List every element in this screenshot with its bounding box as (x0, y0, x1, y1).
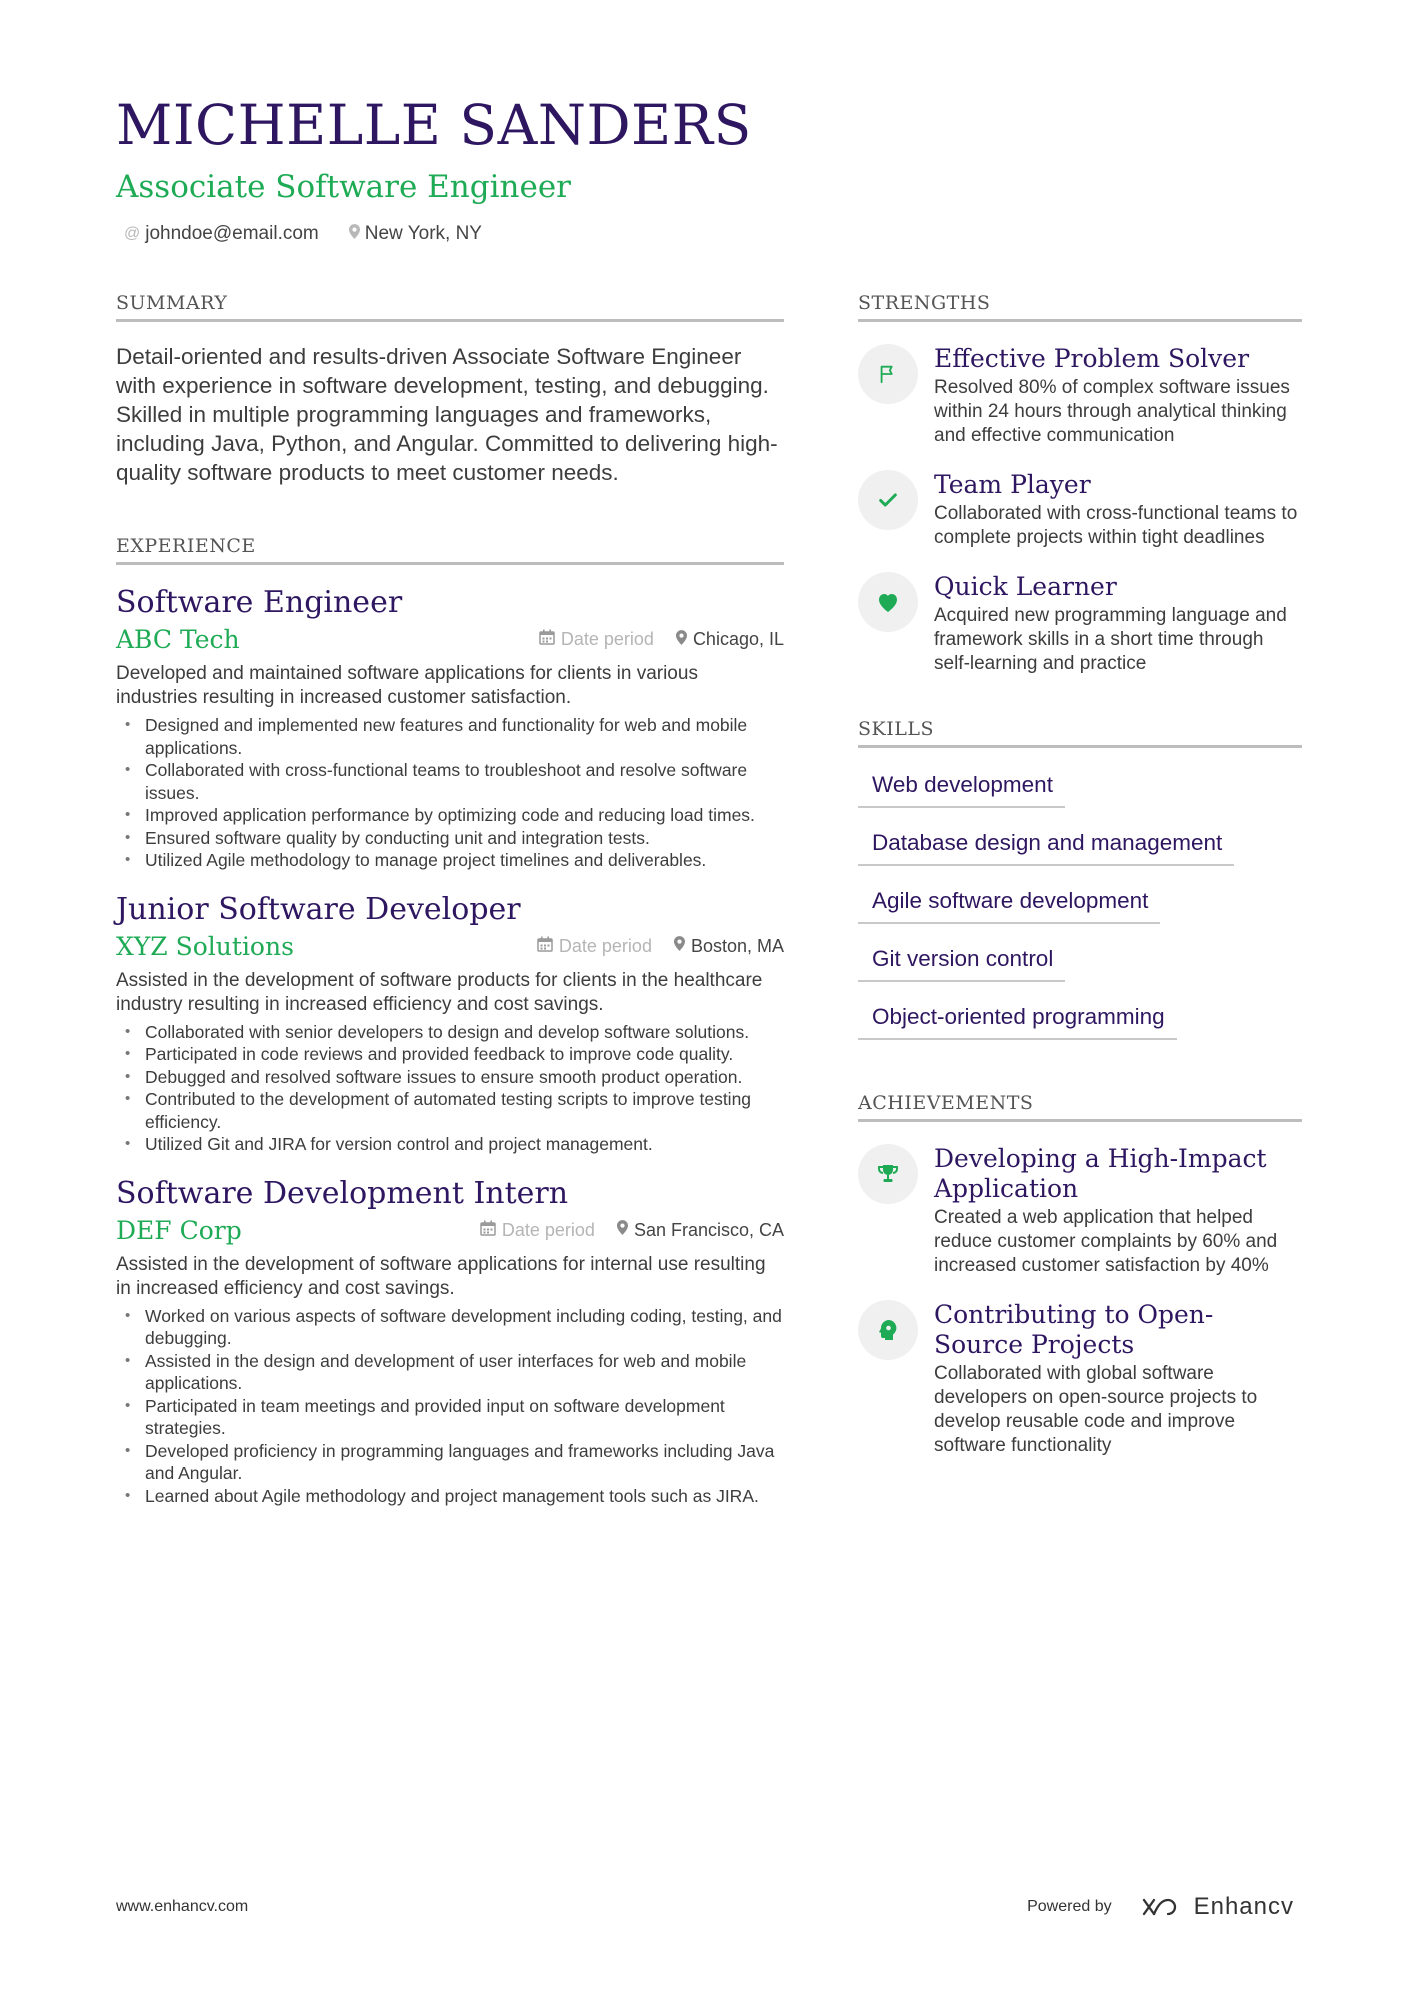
bullet-item: • Ensured software quality by conducting unit and integration tests. (116, 827, 784, 850)
strengths-heading: STRENGTHS (858, 292, 1302, 322)
candidate-name: MICHELLE SANDERS (116, 93, 752, 157)
summary-text: Detail-oriented and results-driven Associate Software Engineer with experience in software development, testing, and debugging. Skilled in multiple programming languages and frameworks, including Java, Python, and Angular. Committed to delivering high-quality software products to meet customer needs. (116, 344, 778, 485)
job-entry (116, 585, 784, 872)
achievements-section (858, 1092, 1302, 1458)
bullet-item: • Learned about Agile methodology and project management tools such as JIRA. (116, 1485, 784, 1508)
company-name: ABC Tech (116, 625, 240, 654)
powered-by-label: Powered by (1027, 1898, 1112, 1915)
check-icon (858, 470, 918, 530)
strength-item (858, 470, 1302, 550)
achievement-item (858, 1144, 1302, 1278)
strength-description: Resolved 80% of complex software issues within 24 hours through analytical thinking and effective communication (934, 377, 1290, 446)
job-description: Assisted in the development of software applications for internal use resulting in increased efficiency and cost savings. (116, 1253, 766, 1299)
job-date: Date period (537, 936, 652, 957)
experience-heading: EXPERIENCE (116, 535, 784, 565)
achievement-title: Developing a High-Impact Application (934, 1144, 1267, 1203)
enhancv-logo-icon (1138, 1895, 1184, 1919)
strength-description: Acquired new programming language and framework skills in a short time through self-learning and practice (934, 605, 1287, 674)
bullet-item: • Participated in code reviews and provided feedback to improve code quality. (116, 1043, 784, 1066)
heart-icon (858, 572, 918, 632)
calendar-icon (480, 1220, 496, 1241)
calendar-icon (537, 936, 553, 957)
strength-item (858, 344, 1302, 448)
bullet-item: • Developed proficiency in programming languages and frameworks including Java and Angular. (116, 1440, 784, 1485)
email-text: johndoe@email.com (145, 223, 319, 244)
bullet-item: • Contributed to the development of automated testing scripts to improve testing efficiency. (116, 1088, 784, 1133)
strength-title: Quick Learner (934, 572, 1117, 601)
left-column (116, 292, 784, 1507)
enhancv-logo[interactable] (1138, 1893, 1294, 1921)
skill-tag: Database design and management (858, 822, 1234, 866)
strength-item (858, 572, 1302, 676)
location-item (349, 223, 482, 245)
candidate-title: Associate Software Engineer (116, 169, 571, 205)
brain-icon (858, 1300, 918, 1360)
trophy-icon (858, 1144, 918, 1204)
summary-section (116, 292, 784, 487)
email-item[interactable] (124, 223, 319, 245)
achievement-item (858, 1300, 1302, 1458)
location-pin-icon (617, 1220, 628, 1240)
location-pin-icon (349, 224, 360, 244)
skills-list (858, 764, 1302, 1054)
job-bullets (116, 714, 784, 872)
strength-title: Team Player (934, 470, 1091, 499)
achievement-description: Created a web application that helped reduce customer complaints by 60% and increased customer satisfaction by 40% (934, 1207, 1278, 1276)
calendar-icon (539, 629, 555, 650)
job-title: Software Engineer (116, 585, 403, 620)
job-date: Date period (539, 629, 654, 650)
skills-heading: SKILLS (858, 718, 1302, 748)
job-bullets (116, 1021, 784, 1156)
location-text: New York, NY (364, 223, 482, 244)
skills-section (858, 718, 1302, 1054)
bullet-item: • Utilized Git and JIRA for version control and project management. (116, 1133, 784, 1156)
achievement-description: Collaborated with global software developers on open-source projects to develop reusable code and improve software functionality (934, 1363, 1258, 1456)
summary-heading: SUMMARY (116, 292, 784, 322)
bullet-item: • Designed and implemented new features and functionality for web and mobile applications. (116, 714, 784, 759)
job-entry (116, 892, 784, 1156)
job-title: Junior Software Developer (116, 891, 521, 927)
bullet-item: • Debugged and resolved software issues to ensure smooth product operation. (116, 1066, 784, 1089)
footer-website-link[interactable]: www.enhancv.com (116, 1898, 249, 1915)
job-description: Developed and maintained software applications for clients in various industries resulting in increased customer satisfaction. (116, 663, 698, 708)
job-location: San Francisco, CA (617, 1220, 784, 1241)
bullet-item: • Utilized Agile methodology to manage project timelines and deliverables. (116, 849, 784, 872)
brand-name: Enhancv (1193, 1893, 1294, 1920)
right-column (858, 292, 1302, 1458)
powered-by (1027, 1893, 1294, 1921)
experience-section (116, 535, 784, 1507)
bullet-item: • Worked on various aspects of software development including coding, testing, and debugging. (116, 1305, 784, 1350)
company-name: DEF Corp (116, 1215, 242, 1245)
location-pin-icon (674, 936, 685, 956)
page-footer (116, 1893, 1294, 1921)
location-pin-icon (676, 630, 687, 650)
skill-tag: Object-oriented programming (858, 996, 1177, 1040)
bullet-item: • Collaborated with cross-functional teams to troubleshoot and resolve software issues. (116, 759, 784, 804)
at-icon: @ (124, 225, 141, 242)
job-location: Boston, MA (674, 936, 784, 957)
contact-info (124, 223, 1296, 245)
achievements-heading: ACHIEVEMENTS (858, 1092, 1302, 1122)
skill-tag: Web development (858, 764, 1065, 808)
job-bullets (116, 1305, 784, 1508)
flag-icon (858, 344, 918, 404)
bullet-item: • Participated in team meetings and provided input on software development strategies. (116, 1395, 784, 1440)
bullet-item: • Assisted in the design and development of user interfaces for web and mobile applications. (116, 1350, 784, 1395)
job-description: Assisted in the development of software products for clients in the healthcare industry resulting in increased efficiency and cost savings. (116, 969, 763, 1015)
job-location: Chicago, IL (676, 629, 784, 650)
resume-header (116, 93, 1296, 245)
strengths-section (858, 292, 1302, 676)
company-name: XYZ Solutions (116, 931, 294, 961)
bullet-item: • Collaborated with senior developers to design and develop software solutions. (116, 1021, 784, 1044)
job-entry (116, 1176, 784, 1508)
bullet-item: • Improved application performance by optimizing code and reducing load times. (116, 804, 784, 827)
strength-title: Effective Problem Solver (934, 344, 1250, 373)
job-date: Date period (480, 1220, 595, 1241)
achievement-title: Contributing to Open-Source Projects (934, 1300, 1214, 1359)
job-title: Software Development Intern (116, 1175, 569, 1211)
skill-tag: Git version control (858, 938, 1065, 982)
strength-description: Collaborated with cross-functional teams to complete projects within tight deadlines (934, 503, 1298, 548)
skill-tag: Agile software development (858, 880, 1160, 924)
